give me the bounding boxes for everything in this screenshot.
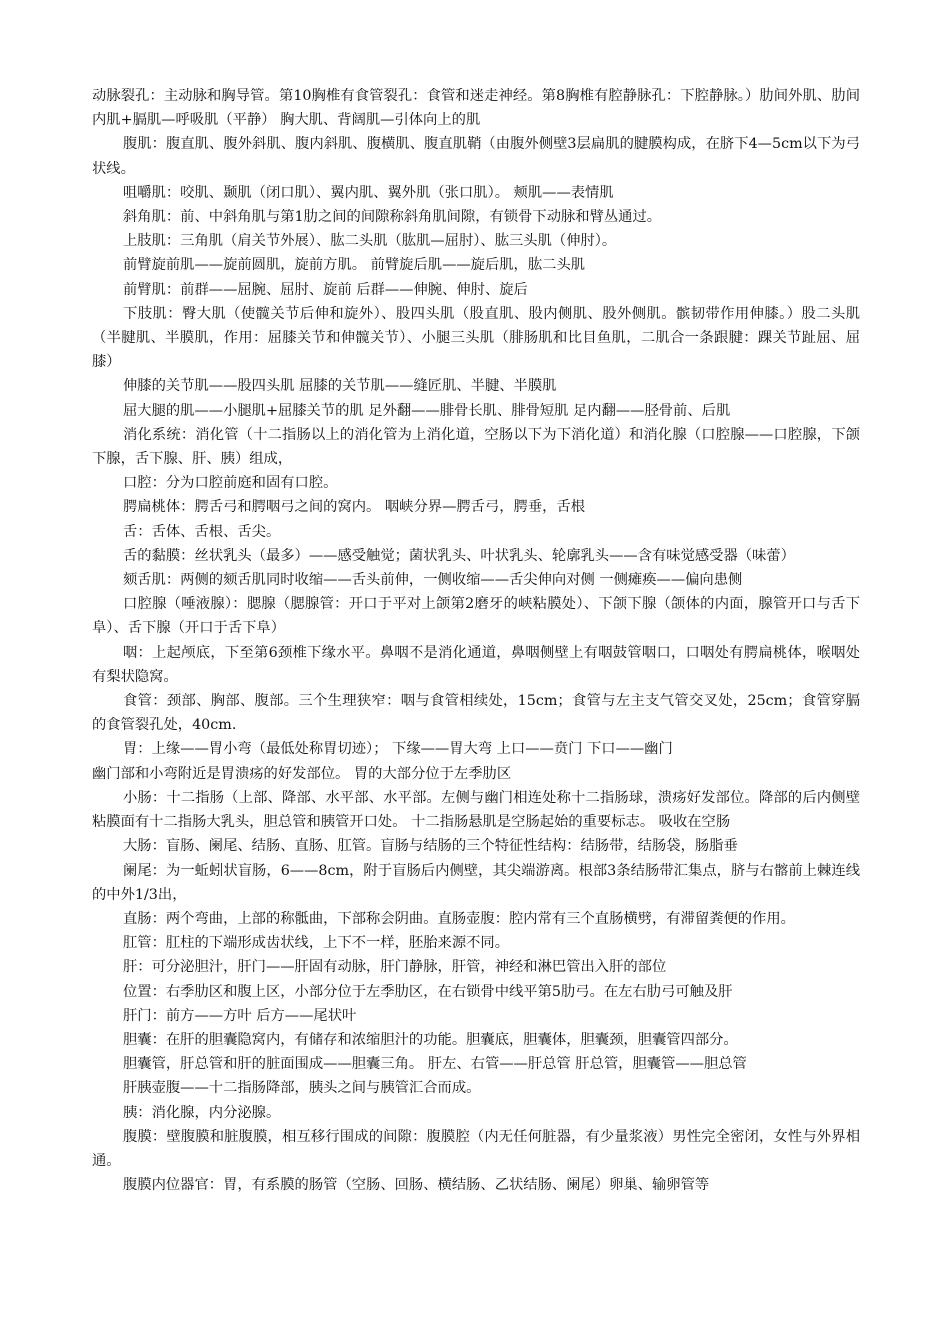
paragraph: 直肠：两个弯曲，上部的称骶曲，下部称会阴曲。直肠壶腹：腔内常有三个直肠横劈，有滞留粪便的作用。	[123, 910, 795, 927]
paragraph: 腭扁桃体：腭舌弓和腭咽弓之间的窝内。 咽峡分界—腭舌弓，腭垂，舌根	[123, 499, 586, 516]
paragraph: 幽门部和小弯附近是胃溃疡的好发部位。 胃的大部分位于左季肋区	[92, 765, 512, 782]
paragraph: 肝门：前方——方叶 后方——尾状叶	[123, 1007, 357, 1024]
paragraph: 腹膜内位器官：胃，有系膜的肠管（空肠、回肠、横结肠、乙状结肠、阑尾）卵巢、输卵管等	[123, 1177, 710, 1194]
paragraph: 舌的黏膜：丝状乳头（最多）——感受触觉；菌状乳头、叶状乳头、轮廓乳头——含有味觉感受器（味蕾）	[123, 547, 795, 564]
paragraph: 上肢肌：三角肌（肩关节外展）、肱二头肌（肱肌—屈肘）、肱三头肌（伸肘）。	[123, 233, 617, 250]
paragraph: 下肢肌：臀大肌（使髋关节后伸和旋外）、股四头肌（股直肌、股内侧肌、股外侧肌。髌韧带作用伸膝。）股二头肌（半腱肌、半膜肌，作用：屈膝关节和伸髋关节）、小腿三头肌（腓肠肌和比目鱼肌，二肌合一条跟腱：踝关节趾屈、屈膝）	[92, 305, 860, 371]
paragraph: 阑尾：为一蚯蚓状盲肠，6——8cm，附于盲肠后内侧壁，其尖端游离。根部3条结肠带汇集点，脐与右髂前上棘连线的中外1/3出，	[92, 862, 860, 903]
paragraph: 小肠：十二指肠（上部、降部、水平部、水平部。左侧与幽门相连处称十二指肠球，溃疡好发部位。降部的后内侧壁粘膜面有十二指肠大乳头，胆总管和胰管开口处。 十二指肠悬肌是空肠起始的重要标志。 吸收在空肠	[92, 789, 860, 831]
paragraph: 消化系统：消化管（十二指肠以上的消化管为上消化道，空肠以下为下消化道）和消化腺（口腔腺——口腔腺，下颌下腺，舌下腺、肝、胰）组成，	[92, 426, 860, 468]
paragraph: 胆囊管，肝总管和肝的脏面围成——胆囊三角。 肝左、右管——肝总管 肝总管，胆囊管——胆总管	[123, 1056, 747, 1073]
paragraph: 前臂肌：前群——屈腕、屈肘、旋前 后群——伸腕、伸肘、旋后	[123, 281, 528, 298]
paragraph: 屈大腿的肌——小腿肌+屈膝关节的肌 足外翻——腓骨长肌、腓骨短肌 足内翻——胫骨前、后肌	[123, 402, 731, 419]
document-body	[92, 84, 860, 1197]
paragraph: 前臂旋前肌——旋前圆肌，旋前方肌。 前臂旋后肌——旋后肌，肱二头肌	[123, 257, 586, 274]
paragraph: 位置：右季肋区和腹上区，小部分位于左季肋区，在右锁骨中线平第5肋弓。在左右肋弓可触及肝	[123, 983, 733, 1000]
paragraph: 胃：上缘——胃小弯（最低处称胃切迹）； 下缘——胃大弯 上口——贲门 下口——幽门	[123, 741, 673, 758]
paragraph: 咽：上起颅底，下至第6颈椎下缘水平。鼻咽不是消化通道，鼻咽侧壁上有咽鼓管咽口，口咽处有腭扁桃体，喉咽处有梨状隐窝。	[92, 644, 860, 685]
paragraph: 肛管：肛柱的下端形成齿状线，上下不一样，胚胎来源不同。	[123, 935, 510, 952]
paragraph: 肝：可分泌胆汁，肝门——肝固有动脉，肝门静脉，肝管，神经和淋巴管出入肝的部位	[123, 959, 667, 976]
paragraph: 腹肌：腹直肌、腹外斜肌、腹内斜肌、腹横肌、腹直肌鞘（由腹外侧壁3层扁肌的腱膜构成，在脐下4—5cm以下为弓状线。	[92, 136, 860, 177]
paragraph: 口腔腺（唾液腺）：腮腺（腮腺管：开口于平对上颌第2磨牙的峡粘膜处）、下颌下腺（颌体的内面，腺管开口与舌下阜）、舌下腺（开口于舌下阜）	[92, 596, 860, 637]
paragraph: 动脉裂孔：主动脉和胸导管。第10胸椎有食管裂孔：食管和迷走神经。第8胸椎有腔静脉孔：下腔静脉。）肋间外肌、肋间内肌+膈肌—呼吸肌（平静） 胸大肌、背阔肌—引体向上的肌	[92, 88, 860, 129]
paragraph: 腹膜：壁腹膜和脏腹膜，相互移行围成的间隙：腹膜腔（内无任何脏器，有少量浆液）男性完全密闭，女性与外界相通。	[92, 1128, 860, 1169]
paragraph: 口腔：分为口腔前庭和固有口腔。	[123, 475, 338, 492]
paragraph: 伸膝的关节肌——股四头肌 屈膝的关节肌——缝匠肌、半腱、半膜肌	[123, 378, 557, 395]
paragraph: 食管：颈部、胸部、腹部。三个生理狭窄：咽与食管相续处，15cm；食管与左主支气管交叉处，25cm；食管穿膈的食管裂孔处，40cm.	[92, 693, 860, 734]
paragraph: 肝胰壶腹——十二指肠降部，胰头之间与胰管汇合而成。	[123, 1080, 481, 1097]
paragraph: 大肠：盲肠、阑尾、结肠、直肠、肛管。盲肠与结肠的三个特征性结构：结肠带，结肠袋，肠脂垂	[123, 838, 738, 855]
paragraph: 胆囊：在肝的胆囊隐窝内，有储存和浓缩胆汁的功能。胆囊底，胆囊体，胆囊颈，胆囊管四部分。	[123, 1031, 738, 1048]
paragraph: 咀嚼肌：咬肌、颞肌（闭口肌）、翼内肌、翼外肌（张口肌）。 颊肌——表情肌	[123, 184, 614, 201]
paragraph: 颏舌肌：两侧的颏舌肌同时收缩——舌头前伸，一侧收缩——舌尖伸向对侧 一侧瘫痪——偏向患侧	[123, 572, 743, 589]
paragraph: 舌：舌体、舌根、舌尖。	[123, 523, 281, 540]
paragraph: 胰：消化腺，内分泌腺。	[123, 1104, 281, 1121]
paragraph: 斜角肌：前、中斜角肌与第1肋之间的间隙称斜角肌间隙，有锁骨下动脉和臂丛通过。	[123, 209, 662, 226]
